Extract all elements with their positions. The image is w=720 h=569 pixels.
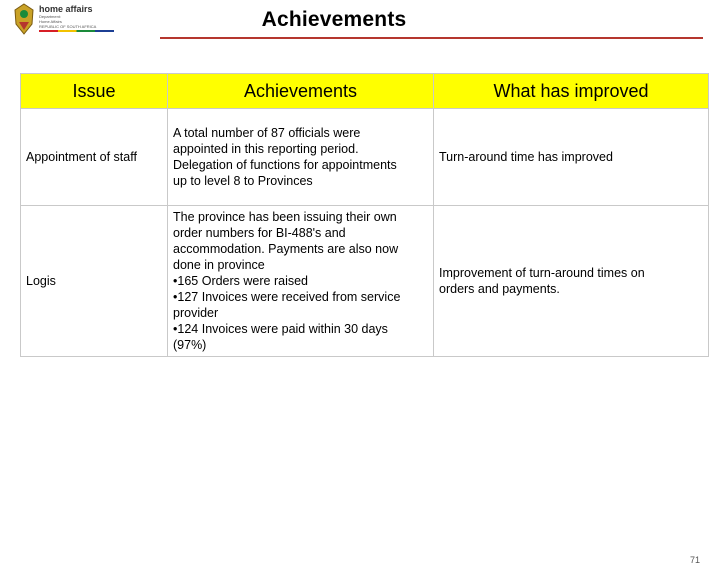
bullet-continuation: provider xyxy=(173,306,219,320)
cell-achievements xyxy=(168,109,434,206)
table-header-row xyxy=(21,74,709,109)
title-underline xyxy=(160,37,703,39)
header-achievements: Achievements xyxy=(168,74,434,109)
bullet-item: • 127 Invoices were received from service xyxy=(173,289,428,305)
achievement-line: up to level 8 to Provinces xyxy=(173,174,313,188)
cell-improved xyxy=(434,109,709,206)
cell-issue xyxy=(21,109,168,206)
cell-issue xyxy=(21,206,168,357)
logo-line-2: Home Affairs xyxy=(39,19,62,24)
page-title: Achievements xyxy=(261,8,407,31)
logo-name: home affairs xyxy=(39,4,93,14)
logo-line-3: REPUBLIC OF SOUTH AFRICA xyxy=(39,24,97,29)
improved-line: Turn-around time has improved xyxy=(439,150,613,164)
table-row xyxy=(21,206,709,357)
bullet-item: • 124 Invoices were paid within 30 days xyxy=(173,321,428,337)
achievement-line: Delegation of functions for appointments xyxy=(173,158,397,172)
achievement-line: appointed in this reporting period. xyxy=(173,142,359,156)
achievement-line: A total number of 87 officials were xyxy=(173,126,361,140)
bullet-continuation: (97%) xyxy=(173,338,207,352)
bullet-item: • 165 Orders were raised xyxy=(173,273,428,289)
logo-line-1: Department: xyxy=(39,14,62,19)
achievement-line: accommodation. Payments are also now xyxy=(173,242,399,256)
cell-achievements xyxy=(168,206,434,357)
achievement-line: order numbers for BI-488's and xyxy=(173,226,346,240)
achievement-line: The province has been issuing their own xyxy=(173,210,397,224)
achievements-table xyxy=(20,73,709,357)
issue-text: Appointment of staff xyxy=(26,150,137,164)
improved-line: Improvement of turn-around times on xyxy=(439,266,645,280)
cell-improved xyxy=(434,206,709,357)
achievement-line: done in province xyxy=(173,258,265,272)
issue-text: Logis xyxy=(26,274,56,288)
header-issue: Issue xyxy=(21,74,168,109)
header-what-has-improved: What has improved xyxy=(434,74,709,109)
table-row xyxy=(21,109,709,206)
page-number: 71 xyxy=(690,555,701,565)
improved-line: orders and payments. xyxy=(439,282,560,296)
